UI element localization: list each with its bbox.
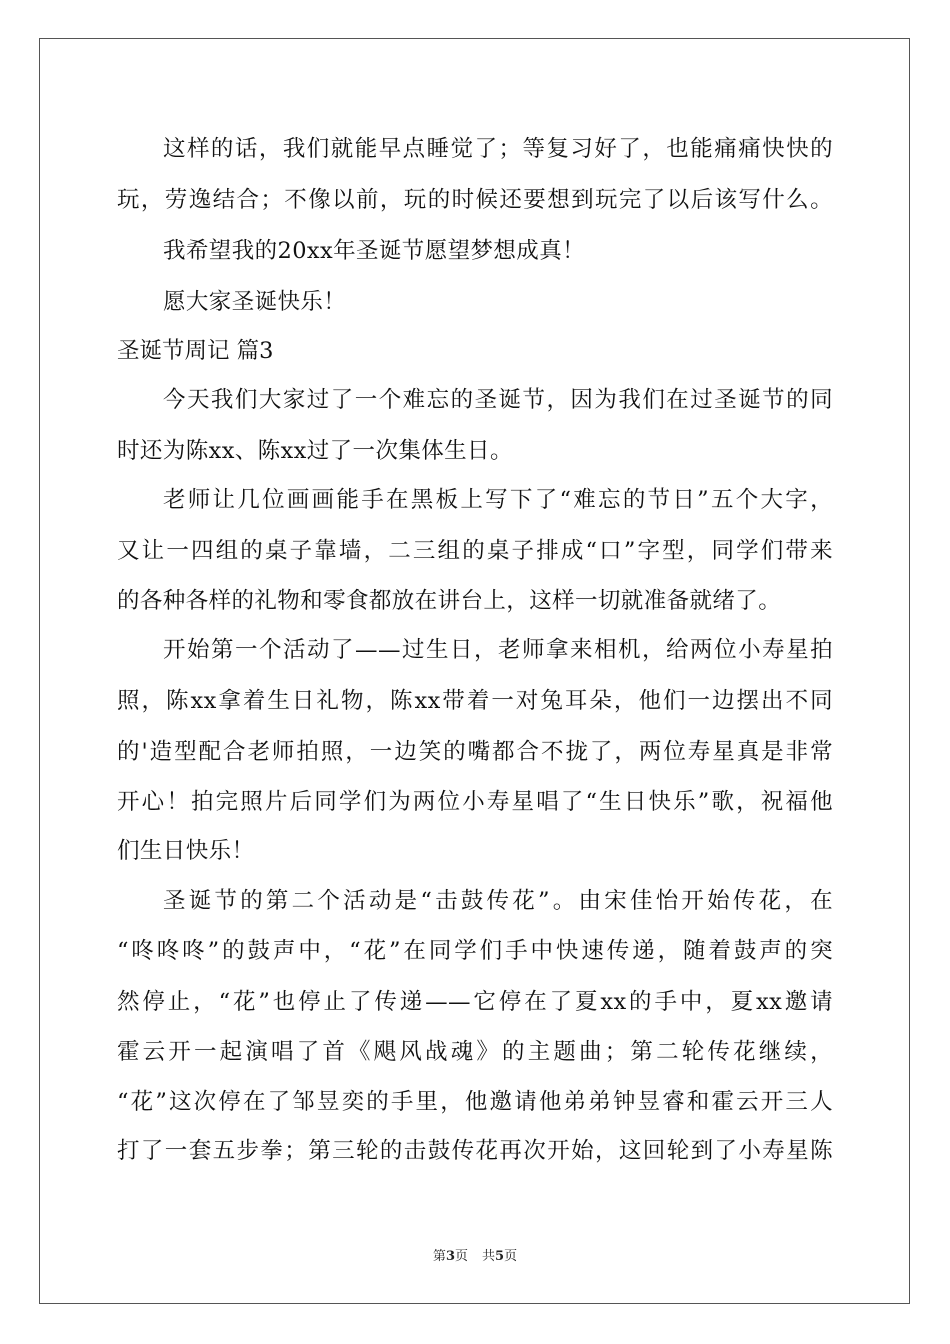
body-line: 愿大家圣诞快乐！: [163, 289, 347, 315]
body-line: “咚咚咚”的鼓声中，“花”在同学们手中快速传递，随着鼓声的突: [117, 938, 833, 964]
body-line: “花”这次停在了邹昱奕的手里，他邀请他弟弟钟昱睿和霍云开三人: [117, 1089, 833, 1115]
body-line: 的各种各样的礼物和零食都放在讲台上，这样一切就准备就绪了。: [117, 588, 782, 614]
body-line: 圣诞节的第二个活动是“击鼓传花”。由宋佳怡开始传花，在: [163, 888, 833, 914]
page-unit: 页: [454, 1249, 468, 1264]
page-footer: [0, 1248, 950, 1266]
body-line: 照，陈xx拿着生日礼物，陈xx带着一对兔耳朵，他们一边摆出不同: [117, 688, 833, 714]
body-line: 又让一四组的桌子靠墙，二三组的桌子排成“口”字型，同学们带来: [117, 538, 833, 564]
body-line: 们生日快乐！: [117, 838, 255, 864]
body-line: 我希望我的20xx年圣诞节愿望梦想成真！: [163, 238, 586, 264]
body-line: 开始第一个活动了——过生日，老师拿来相机，给两位小寿星拍: [163, 637, 833, 663]
body-line: 今天我们大家过了一个难忘的圣诞节，因为我们在过圣诞节的同: [163, 387, 833, 413]
body-line: 的'造型配合老师拍照，一边笑的嘴都合不拢了，两位寿星真是非常: [117, 739, 833, 765]
body-line: 开心！拍完照片后同学们为两位小寿星唱了“生日快乐”歌，祝福他: [117, 789, 833, 815]
page-prefix: 第: [432, 1249, 446, 1264]
total-unit: 页: [504, 1249, 518, 1264]
body-line: 打了一套五步拳；第三轮的击鼓传花再次开始，这回轮到了小寿星陈: [117, 1138, 833, 1164]
total-prefix: 共: [482, 1249, 496, 1264]
body-line: 霍云开一起演唱了首《飓风战魂》的主题曲；第二轮传花继续，: [117, 1039, 833, 1065]
body-line: 这样的话，我们就能早点睡觉了；等复习好了，也能痛痛快快的: [163, 136, 833, 162]
page-current: 3: [445, 1249, 455, 1264]
body-line: 老师让几位画画能手在黑板上写下了“难忘的节日”五个大字，: [163, 487, 833, 513]
page-total: 5: [495, 1249, 505, 1264]
body-line: 时还为陈xx、陈xx过了一次集体生日。: [117, 438, 513, 464]
body-line: 玩，劳逸结合；不像以前，玩的时候还要想到玩完了以后该写什么。: [117, 187, 833, 213]
section-title: 圣诞节周记 篇3: [117, 338, 274, 364]
body-line: 然停止，“花”也停止了传递——它停在了夏xx的手中，夏xx邀请: [117, 989, 833, 1015]
